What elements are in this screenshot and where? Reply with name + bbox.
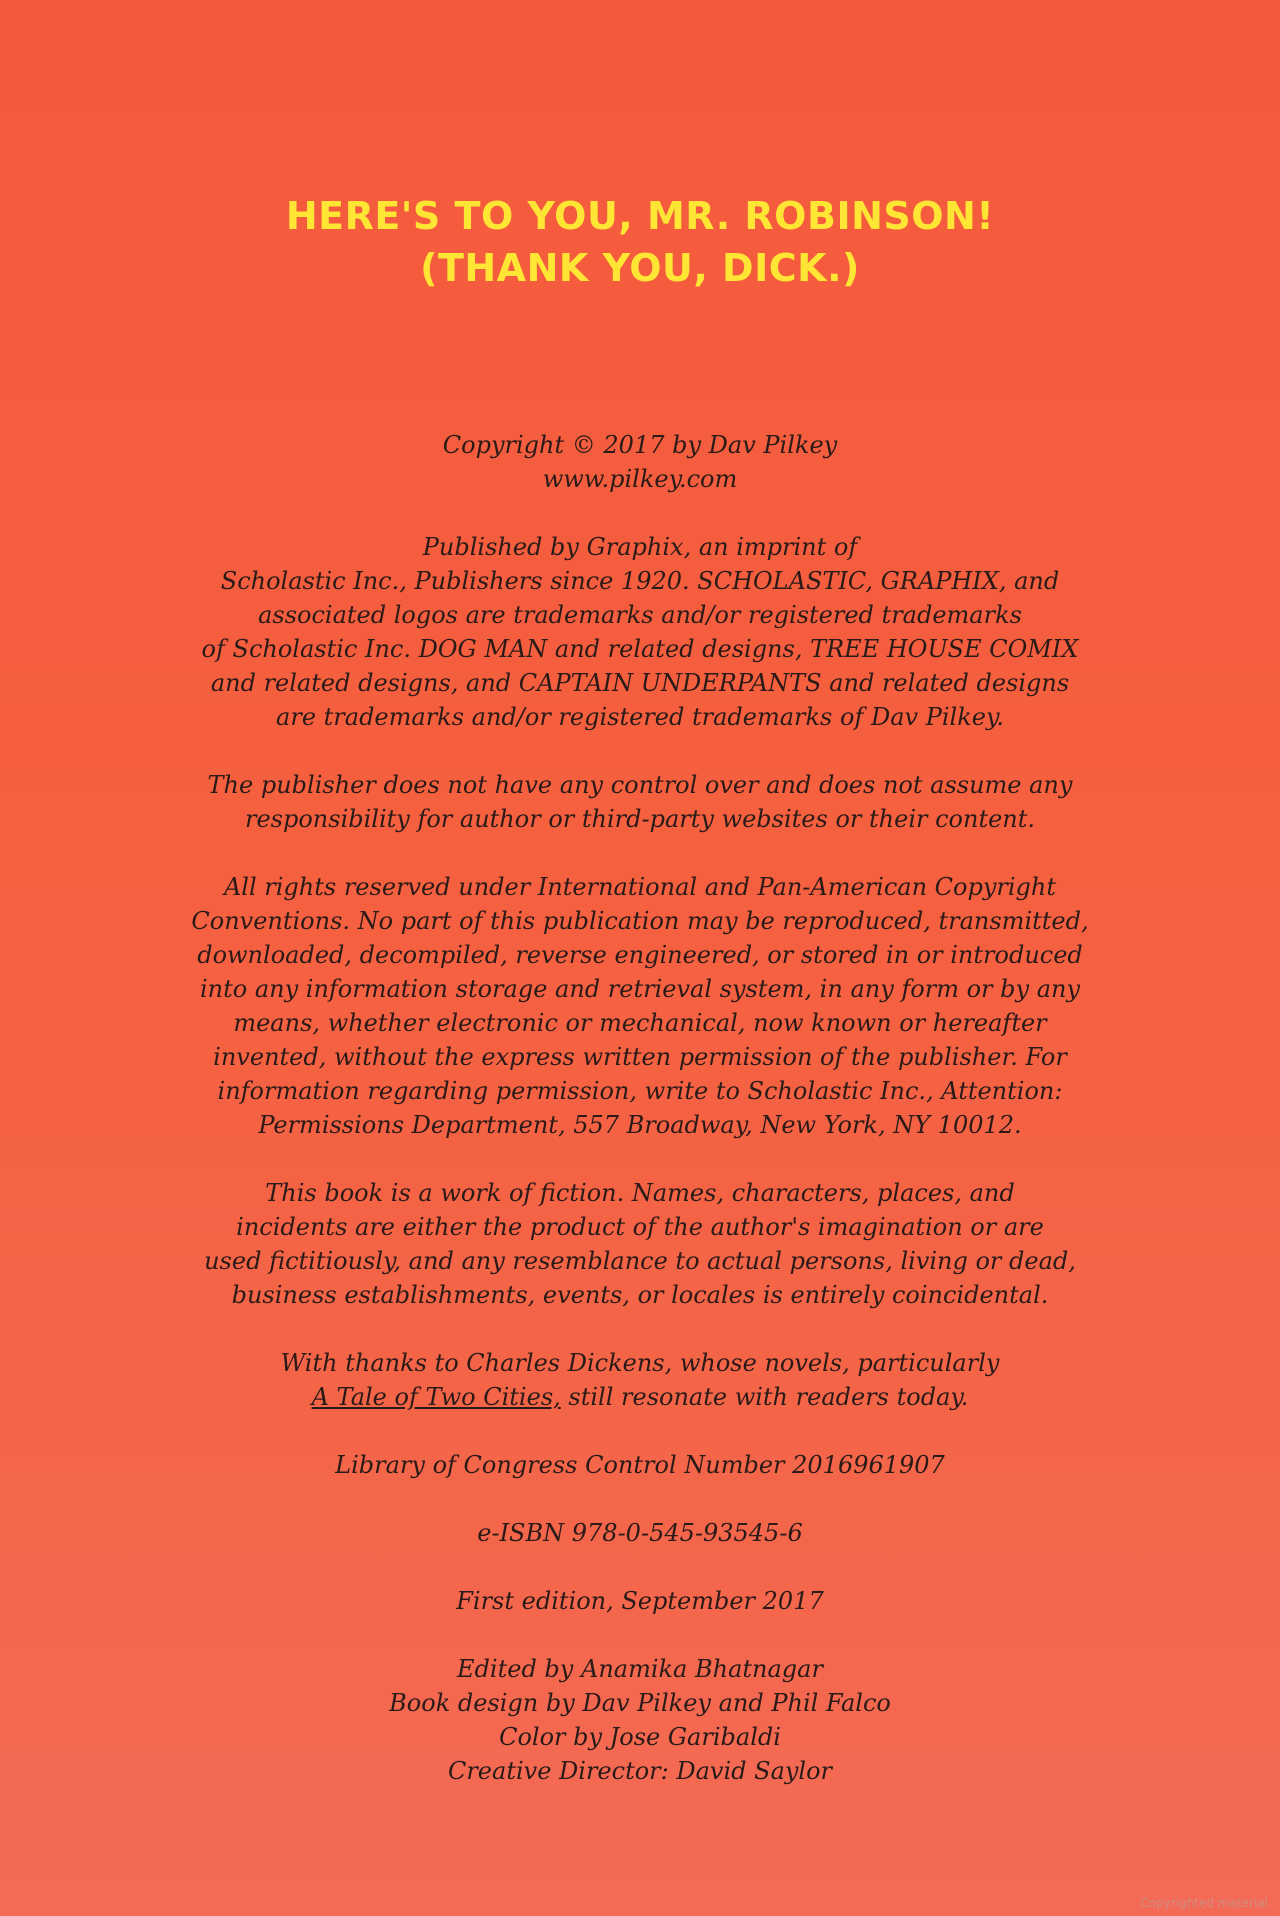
rights-line-5: means, whether electronic or mechanical, now known or hereafter [233,1009,1047,1037]
rights-line-6: invented, without the express written permission of the publisher. For [213,1043,1067,1071]
dedication-line-1: HERE'S TO YOU, MR. ROBINSON! [285,194,995,238]
copyright-line: Copyright © 2017 by Dav Pilkey [442,431,838,459]
rights-paragraph [0,870,1280,1142]
rights-line-1: All rights reserved under International and Pan-American Copyright [223,873,1057,901]
publisher-line-1: Published by Graphix, an imprint of [422,533,858,561]
rights-line-8: Permissions Department, 557 Broadway, New York, NY 10012. [258,1111,1022,1139]
edition-paragraph [0,1584,1280,1618]
publisher-line-2: Scholastic Inc., Publishers since 1920. SCHOLASTIC, GRAPHIX, and [220,567,1060,595]
disclaimer-line-1: The publisher does not have any control over and does not assume any [207,771,1073,799]
publisher-line-4: of Scholastic Inc. DOG MAN and related designs, TREE HOUSE COMIX [201,635,1079,663]
rights-line-7: information regarding permission, write to Scholastic Inc., Attention: [217,1077,1063,1105]
lccn-paragraph [0,1448,1280,1482]
copyright-paragraph [0,428,1280,496]
publisher-line-3: associated logos are trademarks and/or registered trademarks [258,601,1022,629]
credits-paragraph [0,1652,1280,1788]
rights-line-2: Conventions. No part of this publication may be reproduced, transmitted, [191,907,1089,935]
dedication-heading [0,190,1280,294]
thanks-line-2 [0,1380,1280,1414]
book-title: A Tale of Two Cities, [311,1383,561,1411]
copyright-text-block [0,428,1280,1822]
publisher-line-6: are trademarks and/or registered trademarks of Dav Pilkey. [276,703,1004,731]
rights-line-4: into any information storage and retrieval system, in any form or by any [199,975,1081,1003]
lccn-line: Library of Congress Control Number 2016961907 [335,1451,945,1479]
disclaimer-paragraph [0,768,1280,836]
thanks-paragraph [0,1346,1280,1414]
watermark: Copyrighted material [1140,1896,1268,1910]
credits-line-1: Edited by Anamika Bhatnagar [457,1655,823,1683]
edition-line: First edition, September 2017 [456,1587,824,1615]
credits-line-3: Color by Jose Garibaldi [499,1723,781,1751]
website-line: www.pilkey.com [542,465,738,493]
dedication-line-2: (THANK YOU, DICK.) [420,246,860,290]
fiction-line-2: incidents are either the product of the author's imagination or are [236,1213,1044,1241]
fiction-line-3: used fictitiously, and any resemblance to actual persons, living or dead, [204,1247,1076,1275]
disclaimer-line-2: responsibility for author or third-party websites or their content. [244,805,1036,833]
fiction-line-1: This book is a work of fiction. Names, characters, places, and [265,1179,1015,1207]
thanks-line-2-rest: still resonate with readers today. [560,1383,969,1411]
isbn-paragraph [0,1516,1280,1550]
credits-line-4: Creative Director: David Saylor [447,1757,833,1785]
fiction-paragraph [0,1176,1280,1312]
isbn-line: e-ISBN 978-0-545-93545-6 [477,1519,803,1547]
thanks-line-1: With thanks to Charles Dickens, whose novels, particularly [280,1349,1000,1377]
credits-line-2: Book design by Dav Pilkey and Phil Falco [389,1689,891,1717]
publisher-line-5: and related designs, and CAPTAIN UNDERPANTS and related designs [210,669,1070,697]
fiction-line-4: business establishments, events, or locales is entirely coincidental. [231,1281,1049,1309]
rights-line-3: downloaded, decompiled, reverse engineered, or stored in or introduced [197,941,1083,969]
publisher-paragraph [0,530,1280,734]
